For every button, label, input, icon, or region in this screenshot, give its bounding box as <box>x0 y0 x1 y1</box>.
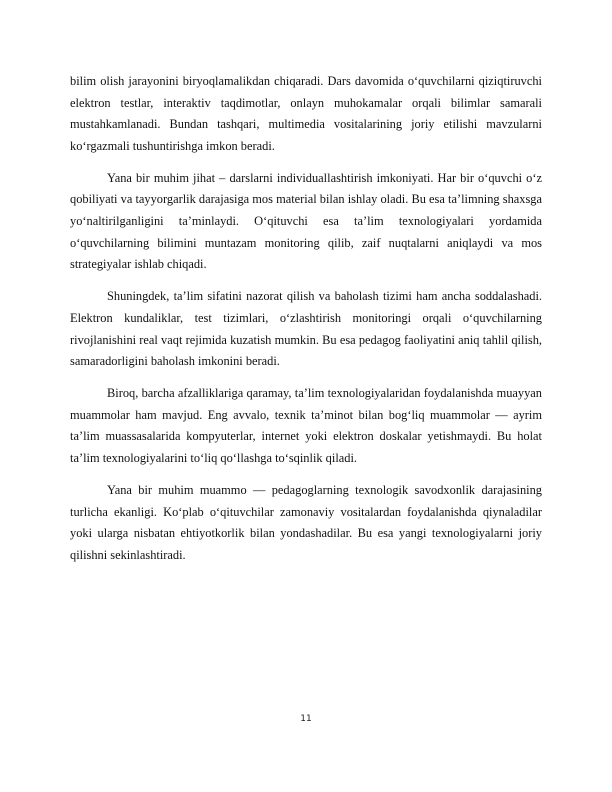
body-text <box>70 71 542 577</box>
paragraph-2: Yana bir muhim jihat – darslarni individuallashtirish imkoniyati. Har bir o‘quvchi o‘z qobiliyati va tayyorgarlik darajasiga mos material bilan ishlay oladi. Bu esa ta’limning shaxsga yo‘naltirilganligini ta’minlaydi. O‘qituvchi esa ta’lim texnologiyalari yordamida o‘quvchilarning bilimini muntazam monitoring qilib, zaif nuqtalarni aniqlaydi va mos strategiyalar ishlab chiqadi. <box>70 170 542 272</box>
paragraph-5: Yana bir muhim muammo — pedagoglarning texnologik savodxonlik darajasining turlicha ekanligi. Ko‘plab o‘qituvchilar zamonaviy vositalardan foydalanishda qiynaladilar yoki ularga nisbatan ehtiyotkorlik bilan yondashadilar. Bu esa yangi texnologiyalarni joriy qilishni sekinlashtiradi. <box>70 483 542 562</box>
paragraph-3: Shuningdek, ta’lim sifatini nazorat qilish va baholash tizimi ham ancha soddalashadi. Elektron kundaliklar, test tizimlari, o‘zlashtirish monitoringi orqali o‘quvchilarning rivojlanishini real vaqt rejimida kuzatish mumkin. Bu esa pedagog faoliyatini aniq tahlil qilish, samaradorligini baholash imkonini beradi. <box>70 289 542 369</box>
paragraph-1: bilim olish jarayonini biryoqlamalikdan chiqaradi. Dars davomida o‘quvchilarni qiziqtiruvchi elektron testlar, interaktiv taqdimotlar, onlayn muhokamalar orqali bilimlar samarali mustahkamlanadi. Bundan tashqari, multimedia vositalarining joriy etilishi mavzularni ko‘rgazmali tushuntirishga imkon beradi. <box>70 74 542 153</box>
page-number: 11 <box>300 714 312 724</box>
paragraph-4: Biroq, barcha afzalliklariga qaramay, ta’lim texnologiyalaridan foydalanishda muayyan muammolar ham mavjud. Eng avvalo, texnik ta’minot bilan bog‘liq muammolar — ayrim ta’lim muassasalarida kompyuterlar, internet yoki elektron doskalar yetishmaydi. Bu holat ta’lim texnologiyalarini to‘liq qo‘llashga to‘sqinlik qiladi. <box>70 386 542 465</box>
